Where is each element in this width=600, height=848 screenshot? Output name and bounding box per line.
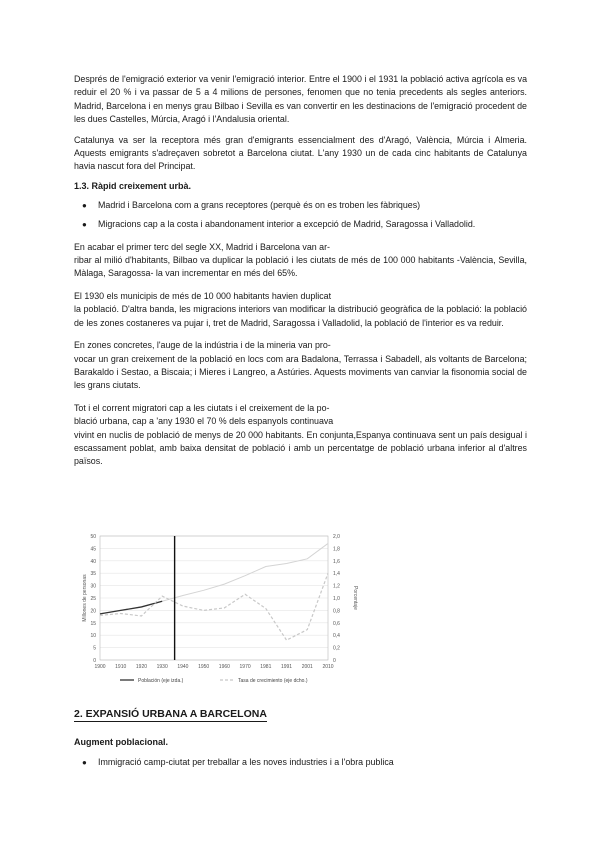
paragraph-6-line-2: blació urbana, cap a 'any 1930 el 70 % dels espanyols continuava (74, 416, 334, 427)
legend-label-rate: Tasa de crecimiento (eje dcho.) (238, 678, 308, 684)
y-tick-label: 20 (90, 608, 96, 615)
x-tick-label: 1950 (198, 664, 210, 670)
series-line-population (100, 601, 162, 614)
section-heading-1-3: 1.3. Ràpid creixement urbà. (74, 180, 192, 191)
x-tick-label: 1930 (156, 664, 168, 670)
x-tick-label: 2001 (301, 664, 313, 670)
bullet-list-2 (74, 756, 527, 778)
x-tick-label: 1981 (260, 664, 272, 670)
section-heading-2: 2. EXPANSIÓ URBANA A BARCELONA (74, 708, 267, 720)
x-tick-label: 1991 (280, 664, 293, 670)
y-tick-label: 0 (93, 658, 96, 664)
y-tick-label: 35 (90, 571, 96, 578)
paragraph-6: vivint en nuclis de població de menys de 20 000 habitants. En conjunta,Espanya continuava sent un país desigual i escassament poblat, amb baixa densitat de població i amb un percentatge de població urbana inferior al d'altres països. (74, 429, 527, 467)
y-tick-label: 50 (90, 534, 96, 540)
paragraph-3-line-1: En acabar el primer terc del segle XX, Madrid i Barcelona van ar- (74, 241, 331, 252)
x-tick-label: 1900 (94, 664, 106, 670)
y2-tick-label: 0 (333, 658, 336, 664)
x-tick-label: 1960 (218, 664, 230, 670)
subsection-heading: Augment poblacional. (74, 737, 169, 747)
y2-tick-label: 1,2 (333, 583, 340, 590)
y-tick-label: 25 (90, 596, 96, 602)
y2-tick-label: 0,6 (333, 620, 340, 627)
y2-tick-label: 2,0 (333, 534, 340, 540)
paragraph-4: la població. D'altra banda, les migracions interiors van modificar la distribució geogràfica de la població: la població de les zones costaneres va pujar i, tret de Madrid, Saragossa i Valladolid, la població de l'interior es va reduir. (74, 304, 527, 328)
x-tick-label: 1920 (135, 664, 148, 670)
y-tick-label: 30 (90, 583, 96, 590)
y2-tick-label: 1,8 (333, 546, 340, 553)
y2-tick-label: 1,4 (333, 571, 340, 578)
bullet-icon: ● (82, 200, 87, 210)
list-item: ● Migracions cap a la costa i abandonament interior a excepció de Madrid, Saragossa i Valladolid. (74, 218, 527, 231)
y2-tick-label: 1,6 (333, 558, 340, 565)
y-tick-label: 5 (93, 645, 96, 652)
x-tick-label: 1910 (115, 664, 127, 670)
x-tick-label: 2010 (322, 664, 334, 670)
y-tick-label: 45 (90, 546, 96, 553)
y-axis-label: Millones de personas (82, 574, 88, 622)
paragraph-6-line-1: Tot i el corrent migratori cap a les ciutats i el creixement de la po- (74, 402, 330, 413)
legend-label-population: Población (eje izda.) (138, 678, 184, 684)
paragraph-3: ribar al milió d'habitants, Bilbao va duplicar la població i les ciutats de més de 100 000 habitants -València, Sevilla, Màlaga, Saragossa- la van incrementar en més del 65%. (74, 255, 527, 279)
paragraph-4-line-1: El 1930 els municipis de més de 10 000 habitants havien duplicat (74, 290, 332, 301)
bullet-icon: ● (82, 758, 87, 767)
series-line-rate (100, 573, 328, 640)
y2-tick-label: 1,0 (333, 596, 340, 602)
y-tick-label: 15 (90, 620, 96, 627)
paragraph-5-line-1: En zones concretes, l'auge de la indústria i de la mineria van pro- (74, 340, 331, 351)
bullet-icon: ● (82, 220, 87, 230)
population-chart (78, 528, 366, 688)
series-line-population-later (100, 543, 328, 613)
y2-tick-label: 0,4 (333, 633, 340, 640)
document-body (74, 73, 527, 469)
paragraph-1: Després de l'emigració exterior va venir l'emigració interior. Entre el 1900 i el 1931 la població activa agrícola es va reduir el 20 % i va passar de 5 a 4 milions de persones, fenomen que no tenia precedents als segles anteriors. Madrid, Barcelona i en menys grau Bilbao i Sevilla es van convertir en les destinacions de l'emigració procedent de les dues Castelles, Múrcia, Aragó i l'Andalusia oriental. (74, 74, 527, 125)
bullet-list-1-3 (74, 199, 527, 232)
x-tick-label: 1970 (239, 664, 251, 670)
y2-tick-label: 0,2 (333, 645, 340, 652)
y-tick-label: 40 (90, 558, 96, 565)
y2-tick-label: 0,8 (333, 608, 340, 615)
x-tick-label: 1940 (177, 664, 189, 670)
list-item: ● Immigració camp-ciutat per treballar a les noves industries i a l'obra publica (74, 756, 527, 769)
y2-axis-label: Porcentaje (352, 586, 358, 610)
paragraph-5: vocar un gran creixement de la població en locs com ara Badalona, Terrassa i Sabadell, als voltants de Barcelona; Barakaldo i Sestao, a Biscaia; i Mieres i Langreo, a Astúries. Aquests moviments van canviar la fisonomia social de les grans ciutats. (74, 353, 527, 391)
y-tick-label: 10 (90, 633, 96, 640)
list-item: ● Madrid i Barcelona com a grans receptores (perquè és on es troben les fàbriques) (74, 199, 527, 212)
paragraph-2: Catalunya va ser la receptora més gran d'emigrants essencialment des d'Aragó, València, Múrcia i Almeria. Aquests emigrants s'adreçaven sobretot a Barcelona ciutat. L'any 1930 un de cada cinc habitants de Catalunya havia nascut fora del Principat. (74, 134, 527, 172)
